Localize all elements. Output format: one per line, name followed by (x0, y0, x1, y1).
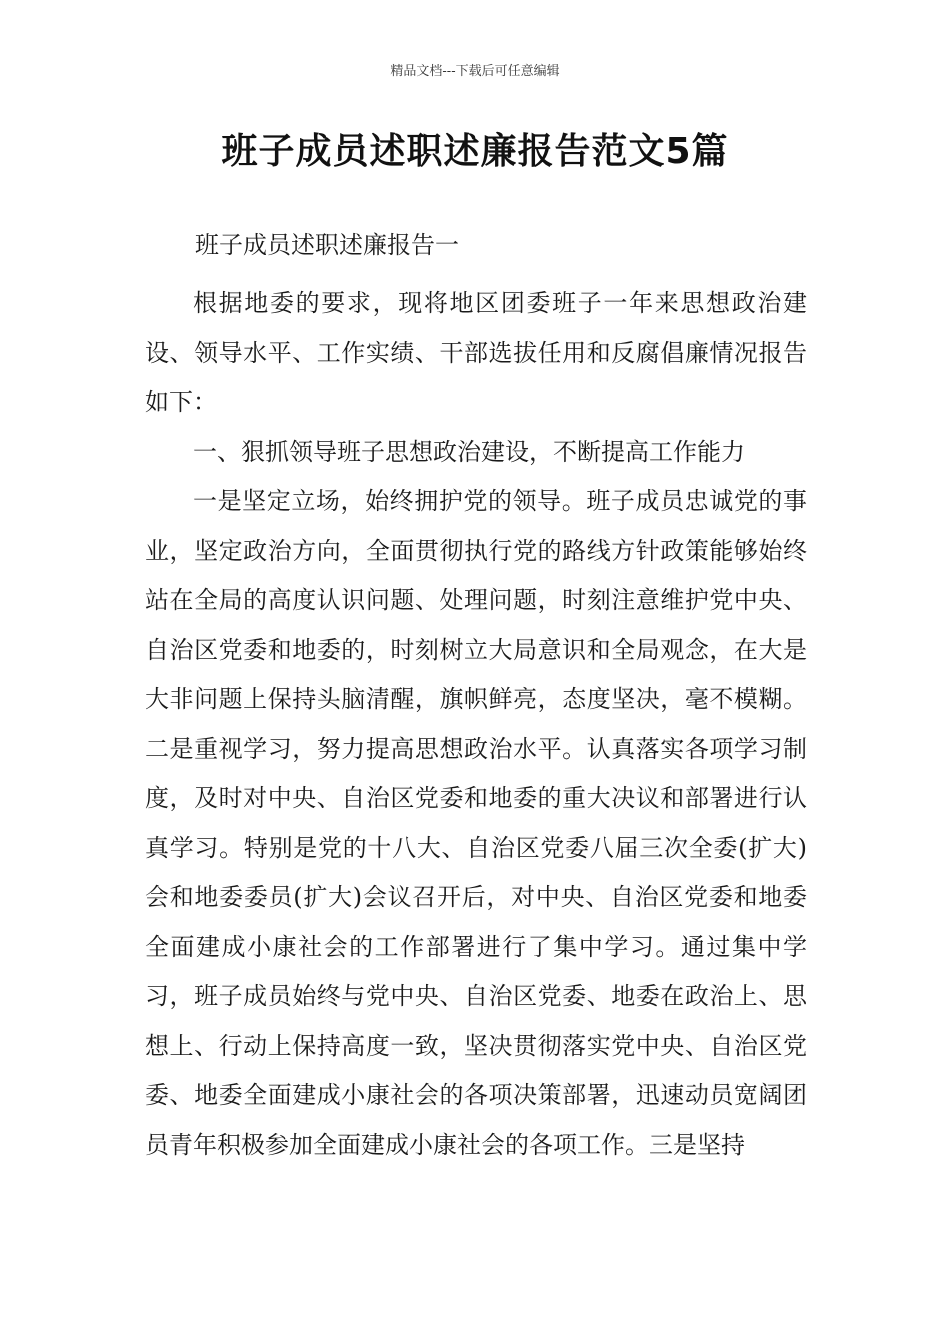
document-body (145, 279, 807, 1170)
paragraph-main: 一是坚定立场，始终拥护党的领导。班子成员忠诚党的事业，坚定政治方向，全面贯彻执行党的路线方针政策能够始终站在全局的高度认识问题、处理问题，时刻注意维护党中央、自治区党委和地委的，时刻树立大局意识和全局观念，在大是大非问题上保持头脑清醒，旗帜鲜亮，态度坚决，毫不模糊。二是重视学习，努力提高思想政治水平。认真落实各项学习制度，及时对中央、自治区党委和地委的重大决议和部署进行认真学习。特别是党的十八大、自治区党委八届三次全委(扩大)会和地委委员(扩大)会议召开后，对中央、自治区党委和地委全面建成小康社会的工作部署进行了集中学习。通过集中学习，班子成员始终与党中央、自治区党委、地委在政治上、思想上、行动上保持高度一致，坚决贯彻落实党中央、自治区党委、地委全面建成小康社会的各项决策部署，迅速动员宽阔团员青年积极参加全面建成小康社会的各项工作。三是坚持 (145, 487, 807, 1159)
paragraph-intro: 根据地委的要求，现将地区团委班子一年来思想政治建设、领导水平、工作实绩、干部选拔任用和反腐倡廉情况报告如下： (145, 289, 807, 416)
header-note: 精品文档---下载后可任意编辑 (390, 64, 560, 79)
document-title: 班子成员述职述廉报告范文5篇 (221, 131, 729, 172)
section-title: 班子成员述职述廉报告一 (195, 231, 459, 259)
paragraph-heading-1: 一、狠抓领导班子思想政治建设，不断提高工作能力 (193, 437, 745, 466)
